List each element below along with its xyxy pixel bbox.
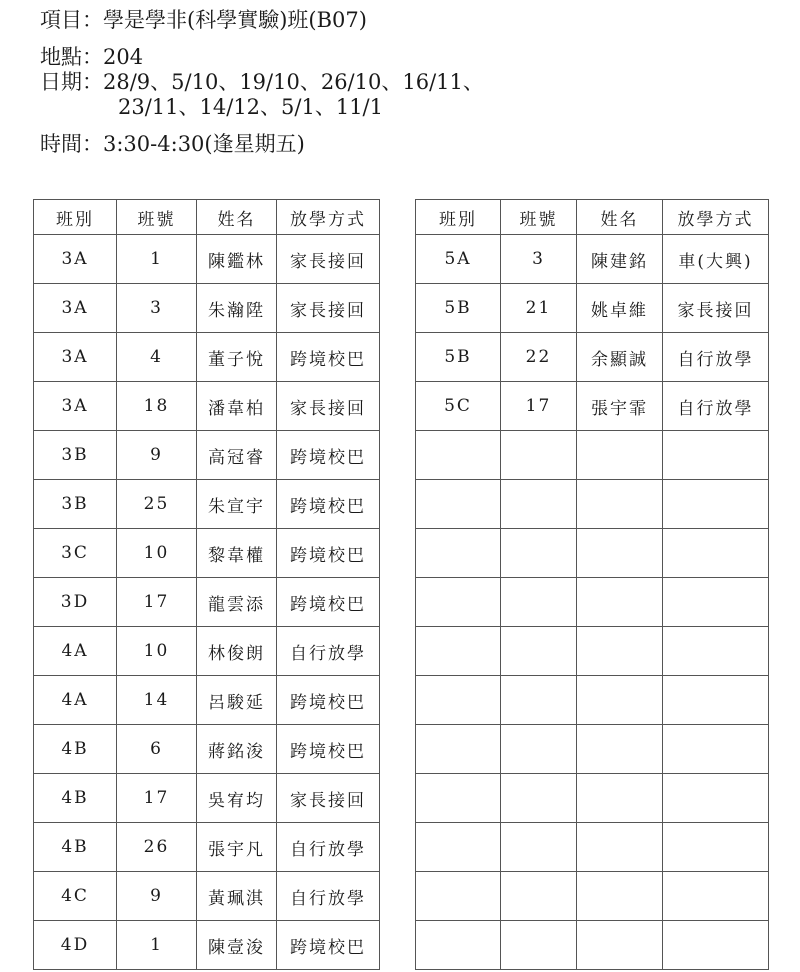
time-label: 時間： bbox=[40, 132, 103, 156]
name-cell: 余顯誠 bbox=[577, 333, 663, 382]
name-cell bbox=[577, 725, 663, 774]
number-cell: 21 bbox=[501, 284, 577, 333]
class-cell: 4A bbox=[34, 627, 117, 676]
number-cell: 17 bbox=[117, 578, 197, 627]
number-cell: 26 bbox=[117, 823, 197, 872]
table-row bbox=[416, 872, 769, 921]
table-row bbox=[416, 333, 769, 382]
table-row bbox=[416, 284, 769, 333]
dismissal-cell bbox=[663, 529, 769, 578]
number-cell: 1 bbox=[117, 921, 197, 970]
dismissal-cell bbox=[663, 872, 769, 921]
dates-value-line2: 23/11、14/12、5/1、11/1 bbox=[118, 95, 383, 119]
dismissal-cell: 家長接回 bbox=[663, 284, 769, 333]
number-cell bbox=[501, 431, 577, 480]
dismissal-cell bbox=[663, 774, 769, 823]
class-cell bbox=[416, 480, 501, 529]
dismissal-cell: 跨境校巴 bbox=[277, 921, 380, 970]
class-cell bbox=[416, 921, 501, 970]
name-cell: 黃珮淇 bbox=[197, 872, 277, 921]
column-header-number: 班號 bbox=[117, 200, 197, 235]
name-cell bbox=[577, 529, 663, 578]
class-cell: 3C bbox=[34, 529, 117, 578]
student-table-left bbox=[33, 199, 380, 970]
time-value: 3:30-4:30(逢星期五) bbox=[103, 132, 305, 156]
dismissal-cell: 跨境校巴 bbox=[277, 676, 380, 725]
class-cell bbox=[416, 823, 501, 872]
name-cell: 朱宣宇 bbox=[197, 480, 277, 529]
class-cell: 3A bbox=[34, 333, 117, 382]
table-row bbox=[416, 627, 769, 676]
dismissal-cell bbox=[663, 431, 769, 480]
number-cell bbox=[501, 921, 577, 970]
table-row bbox=[34, 774, 380, 823]
table-row bbox=[34, 627, 380, 676]
name-cell: 張宇霏 bbox=[577, 382, 663, 431]
dates-label: 日期： bbox=[40, 70, 103, 94]
dates-line bbox=[40, 70, 484, 95]
name-cell: 蔣銘浚 bbox=[197, 725, 277, 774]
column-header-dismissal: 放學方式 bbox=[277, 200, 380, 235]
name-cell bbox=[577, 431, 663, 480]
number-cell: 17 bbox=[501, 382, 577, 431]
table-row bbox=[34, 872, 380, 921]
number-cell: 3 bbox=[117, 284, 197, 333]
class-cell: 5B bbox=[416, 284, 501, 333]
column-header-number: 班號 bbox=[501, 200, 577, 235]
column-header-name: 姓名 bbox=[577, 200, 663, 235]
table-row bbox=[34, 921, 380, 970]
number-cell bbox=[501, 676, 577, 725]
dismissal-cell: 跨境校巴 bbox=[277, 578, 380, 627]
dismissal-cell bbox=[663, 725, 769, 774]
number-cell: 10 bbox=[117, 627, 197, 676]
item-label: 項目： bbox=[40, 8, 103, 32]
class-cell: 5C bbox=[416, 382, 501, 431]
number-cell: 1 bbox=[117, 235, 197, 284]
dates-value-line1: 28/9、5/10、19/10、26/10、16/11、 bbox=[103, 70, 484, 94]
number-cell: 22 bbox=[501, 333, 577, 382]
name-cell: 朱瀚陞 bbox=[197, 284, 277, 333]
number-cell: 4 bbox=[117, 333, 197, 382]
dismissal-cell: 家長接回 bbox=[277, 284, 380, 333]
class-cell: 4A bbox=[34, 676, 117, 725]
dismissal-cell bbox=[663, 578, 769, 627]
name-cell: 陳建銘 bbox=[577, 235, 663, 284]
class-cell bbox=[416, 578, 501, 627]
dismissal-cell: 家長接回 bbox=[277, 235, 380, 284]
table-header-row bbox=[34, 200, 380, 235]
dismissal-cell: 跨境校巴 bbox=[277, 431, 380, 480]
dismissal-cell: 跨境校巴 bbox=[277, 333, 380, 382]
class-cell bbox=[416, 774, 501, 823]
number-cell: 9 bbox=[117, 872, 197, 921]
number-cell bbox=[501, 480, 577, 529]
table-row bbox=[34, 578, 380, 627]
time-line bbox=[40, 132, 484, 157]
column-header-class: 班別 bbox=[416, 200, 501, 235]
number-cell bbox=[501, 872, 577, 921]
name-cell bbox=[577, 480, 663, 529]
class-cell bbox=[416, 725, 501, 774]
dismissal-cell: 自行放學 bbox=[663, 382, 769, 431]
dismissal-cell: 家長接回 bbox=[277, 382, 380, 431]
class-cell: 5A bbox=[416, 235, 501, 284]
number-cell bbox=[501, 823, 577, 872]
name-cell bbox=[577, 921, 663, 970]
table-row bbox=[34, 823, 380, 872]
name-cell: 林俊朗 bbox=[197, 627, 277, 676]
name-cell: 潘韋柏 bbox=[197, 382, 277, 431]
class-cell: 4B bbox=[34, 725, 117, 774]
number-cell: 25 bbox=[117, 480, 197, 529]
number-cell: 14 bbox=[117, 676, 197, 725]
item-line bbox=[40, 8, 484, 33]
name-cell: 龍雲添 bbox=[197, 578, 277, 627]
item-value: 學是學非(科學實驗)班(B07) bbox=[103, 8, 367, 32]
name-cell: 高冠睿 bbox=[197, 431, 277, 480]
name-cell: 陳壹浚 bbox=[197, 921, 277, 970]
table-row bbox=[416, 529, 769, 578]
dismissal-cell: 家長接回 bbox=[277, 774, 380, 823]
table-row bbox=[416, 382, 769, 431]
column-header-name: 姓名 bbox=[197, 200, 277, 235]
dismissal-cell bbox=[663, 627, 769, 676]
class-cell: 4B bbox=[34, 823, 117, 872]
class-cell: 3B bbox=[34, 431, 117, 480]
column-header-dismissal: 放學方式 bbox=[663, 200, 769, 235]
number-cell bbox=[501, 578, 577, 627]
student-table-right bbox=[415, 199, 769, 970]
name-cell: 黎韋權 bbox=[197, 529, 277, 578]
class-cell: 3A bbox=[34, 382, 117, 431]
name-cell bbox=[577, 627, 663, 676]
dismissal-cell bbox=[663, 480, 769, 529]
column-header-class: 班別 bbox=[34, 200, 117, 235]
table-row bbox=[416, 823, 769, 872]
class-info-header bbox=[40, 8, 484, 157]
dismissal-cell bbox=[663, 676, 769, 725]
class-cell: 3A bbox=[34, 235, 117, 284]
table-row bbox=[34, 431, 380, 480]
class-cell bbox=[416, 431, 501, 480]
venue-value: 204 bbox=[103, 45, 144, 69]
class-cell: 4B bbox=[34, 774, 117, 823]
class-cell: 3A bbox=[34, 284, 117, 333]
table-row bbox=[34, 382, 380, 431]
table-row bbox=[416, 431, 769, 480]
class-cell bbox=[416, 529, 501, 578]
table-row bbox=[416, 725, 769, 774]
name-cell bbox=[577, 578, 663, 627]
class-cell: 4C bbox=[34, 872, 117, 921]
dismissal-cell: 自行放學 bbox=[277, 627, 380, 676]
table-row bbox=[34, 284, 380, 333]
dismissal-cell: 自行放學 bbox=[277, 872, 380, 921]
name-cell bbox=[577, 774, 663, 823]
dismissal-cell: 跨境校巴 bbox=[277, 480, 380, 529]
number-cell: 3 bbox=[501, 235, 577, 284]
class-cell bbox=[416, 627, 501, 676]
number-cell: 9 bbox=[117, 431, 197, 480]
table-row bbox=[34, 676, 380, 725]
name-cell: 董子悅 bbox=[197, 333, 277, 382]
number-cell: 10 bbox=[117, 529, 197, 578]
class-cell: 5B bbox=[416, 333, 501, 382]
dismissal-cell bbox=[663, 921, 769, 970]
dismissal-cell: 自行放學 bbox=[663, 333, 769, 382]
table-row bbox=[34, 333, 380, 382]
table-row bbox=[416, 235, 769, 284]
number-cell bbox=[501, 774, 577, 823]
name-cell: 呂駿延 bbox=[197, 676, 277, 725]
table-row bbox=[34, 725, 380, 774]
dismissal-cell: 跨境校巴 bbox=[277, 529, 380, 578]
name-cell bbox=[577, 676, 663, 725]
name-cell bbox=[577, 872, 663, 921]
class-cell bbox=[416, 676, 501, 725]
table-header-row bbox=[416, 200, 769, 235]
number-cell bbox=[501, 627, 577, 676]
table-row bbox=[416, 921, 769, 970]
number-cell bbox=[501, 529, 577, 578]
number-cell: 6 bbox=[117, 725, 197, 774]
table-row bbox=[34, 529, 380, 578]
class-cell: 3B bbox=[34, 480, 117, 529]
table-row bbox=[416, 774, 769, 823]
dismissal-cell: 車(大興) bbox=[663, 235, 769, 284]
venue-label: 地點： bbox=[40, 45, 103, 69]
class-cell: 4D bbox=[34, 921, 117, 970]
number-cell bbox=[501, 725, 577, 774]
name-cell bbox=[577, 823, 663, 872]
table-row bbox=[34, 480, 380, 529]
dismissal-cell: 跨境校巴 bbox=[277, 725, 380, 774]
table-row bbox=[416, 676, 769, 725]
table-row bbox=[416, 480, 769, 529]
class-cell bbox=[416, 872, 501, 921]
venue-line bbox=[40, 45, 484, 70]
number-cell: 17 bbox=[117, 774, 197, 823]
name-cell: 張宇凡 bbox=[197, 823, 277, 872]
table-row bbox=[34, 235, 380, 284]
name-cell: 姚卓維 bbox=[577, 284, 663, 333]
dismissal-cell: 自行放學 bbox=[277, 823, 380, 872]
name-cell: 陳鑑林 bbox=[197, 235, 277, 284]
table-row bbox=[416, 578, 769, 627]
class-cell: 3D bbox=[34, 578, 117, 627]
dismissal-cell bbox=[663, 823, 769, 872]
number-cell: 18 bbox=[117, 382, 197, 431]
dates-line-continued bbox=[40, 95, 484, 120]
name-cell: 吳宥均 bbox=[197, 774, 277, 823]
